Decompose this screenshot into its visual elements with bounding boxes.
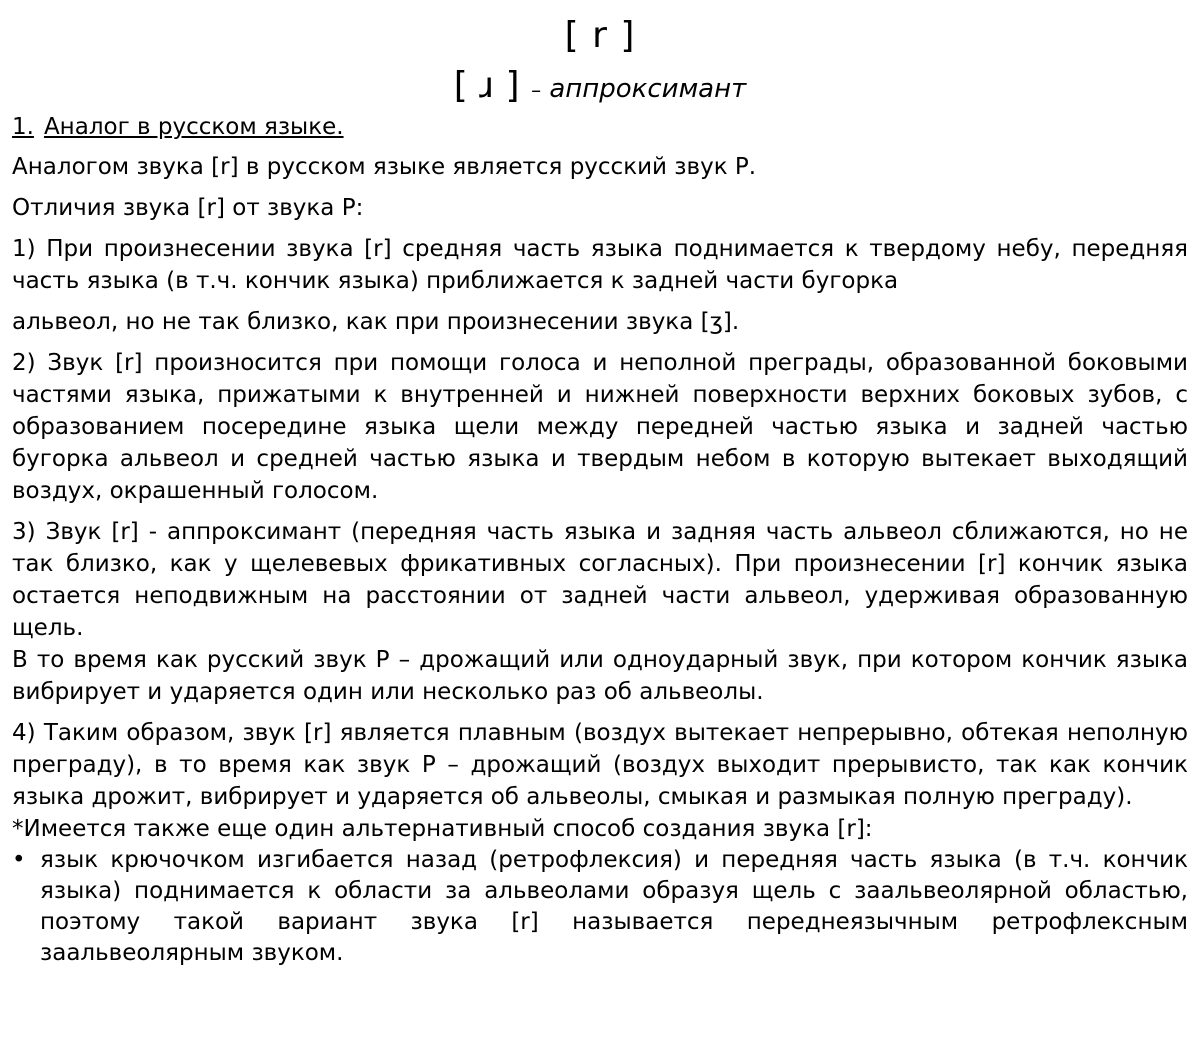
paragraph-point-4: 4) Таким образом, звук [r] является плавным (воздух вытекает непрерывно, обтекая неполную преграду), в то время как звук Р – дрожащий (воздух выходит прерывисто, так как кончик языка дрожит, вибрирует и ударяется об альвеолы, смыкая и размыкая полную преграду). bbox=[12, 720, 1188, 810]
section-number: 1. bbox=[12, 114, 34, 140]
page-subtitle bbox=[12, 64, 1188, 112]
bullet-text: язык крючочком изгибается назад (ретрофлексия) и передняя часть языка (в т.ч. кончик языка) поднимается к области за альвеолами образуя щель с заальвеолярной областью, поэтому такой вариант звука [r] называется переднеязычным ретрофлексным заальвеолярным звуком. bbox=[40, 847, 1188, 966]
list-item bbox=[12, 845, 1188, 969]
paragraph-alternative-intro: *Имеется также еще один альтернативный способ создания звука [r]: bbox=[12, 816, 873, 842]
section-heading-text: Аналог в русском языке. bbox=[43, 114, 344, 140]
paragraph-russian-r: В то время как русский звук Р – дрожащий или одноударный звук, при котором кончик языка вибрирует и ударяется один или несколько раз об альвеолы. bbox=[12, 647, 1188, 705]
paragraph-point-1: 1) При произнесении звука [r] средняя часть языка поднимается к твердому небу, передняя часть языка (в т.ч. кончик языка) приближается к задней части бугорка bbox=[12, 236, 1188, 294]
subtitle-dash: – bbox=[531, 78, 542, 102]
subtitle-description bbox=[531, 74, 746, 104]
paragraph-differences-intro: Отличия звука [r] от звука Р: bbox=[12, 195, 364, 221]
page-title: [ r ] bbox=[564, 15, 636, 56]
paragraph-point-1-continued: альвеол, но не так близко, как при произнесении звука [ʒ]. bbox=[12, 309, 740, 335]
bullet-marker: • bbox=[12, 847, 26, 873]
paragraph-point-3: 3) Звук [r] - аппроксимант (передняя часть языка и задняя часть альвеол сближаются, но не так близко, как у щелевевых фрикативных согласных). При произнесении [r] кончик языка остается неподвижным на расстоянии от задней части альвеол, удерживая образованную щель. bbox=[12, 519, 1188, 641]
subtitle-symbol: [ ɹ ] bbox=[453, 65, 520, 106]
document-page bbox=[12, 14, 1188, 969]
paragraph-analog: Аналогом звука [r] в русском языке является русский звук Р. bbox=[12, 154, 757, 180]
section-heading bbox=[12, 112, 1188, 142]
subtitle-text: аппроксимант bbox=[549, 74, 747, 104]
paragraph-point-2: 2) Звук [r] произносится при помощи голоса и неполной преграды, образованной боковыми частями языка, прижатыми к внутренней и нижней поверхности верхних боковых зубов, с образованием посередине языка щели между передней частью языка и задней частью бугорка альвеол и средней частью языка и твердым небом в которую вытекает выходящий воздух, окрашенный голосом. bbox=[12, 350, 1188, 504]
